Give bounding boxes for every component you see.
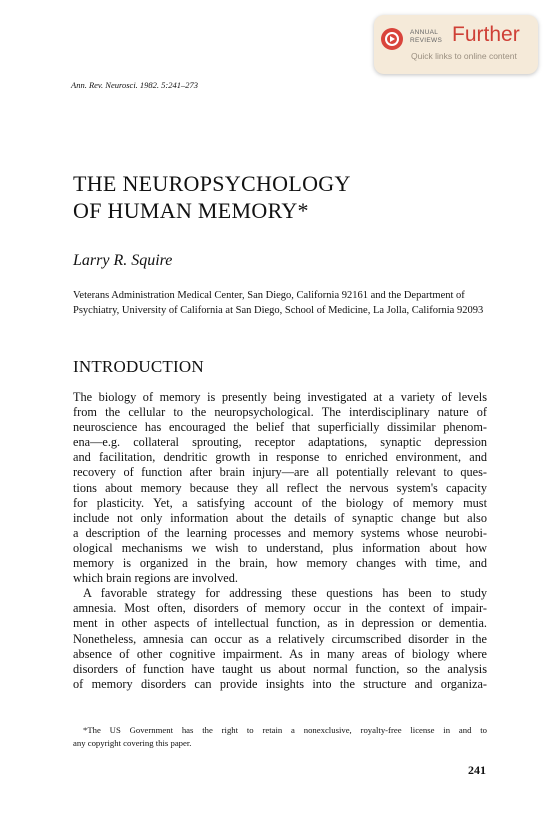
body-line: include not only information about the details of synaptic change but also [73, 510, 487, 525]
body-line: absence of other cognitive impairment. As in many areas of biology where [73, 646, 487, 661]
footnote-line: any copyright covering this paper. [73, 738, 192, 748]
journal-citation: Ann. Rev. Neurosci. 1982. 5:241–273 [71, 80, 199, 90]
banner-brand: Further [452, 23, 520, 46]
body-line: and facilitation, dendritic growth in response to enriched environment, and [73, 450, 487, 465]
author-affiliation: Veterans Administration Medical Center, San Diego, California 92161 and the Department of Psychiatry, University of California at San Diego, School of Medicine, La Jolla, California 92093 [73, 290, 484, 316]
body-line: of memory disorders can provide insights into the structure and organiza- [73, 676, 487, 691]
body-line: disorders of function have taught us about normal function, so the analysis [73, 661, 487, 676]
body-line: for plasticity. Yet, a satisfying account of the biology of memory must [73, 495, 487, 510]
body-line: from the cellular to the neuropsychological. The interdisciplinary nature of [73, 405, 487, 420]
banner-subtitle: Quick links to online content [411, 51, 517, 61]
section-heading: INTRODUCTION [73, 357, 204, 376]
footnote-line: *The US Government has the right to retain a nonexclusive, royalty-free license in and to [83, 725, 487, 735]
body-line: memory is organized in the brain, how memory changes with time, and [73, 556, 487, 571]
annual-reviews-logo-icon [381, 28, 403, 50]
body-text [73, 390, 487, 692]
body-line: amnesia. Most often, disorders of memory occur in the context of impair- [73, 601, 487, 616]
annual-reviews-further-banner[interactable] [374, 15, 538, 74]
page-number: 241 [468, 763, 486, 777]
body-line: recovery of function after brain injury—are all potentially relevant to ques- [73, 465, 487, 480]
body-line: A favorable strategy for addressing these questions has been to study [83, 586, 487, 601]
body-line: The biology of memory is presently being investigated at a variety of levels [73, 390, 487, 404]
body-line: ological mechanisms we wish to understand, plus information about how [73, 540, 487, 555]
body-line: tions about memory because they all reflect the nervous system's capacity [73, 480, 487, 495]
body-line: ena—e.g. collateral sprouting, receptor adaptations, synaptic depression [73, 435, 487, 450]
banner-annual-reviews-label: ANNUAL REVIEWS [410, 29, 443, 44]
body-line: which brain regions are involved. [73, 571, 238, 586]
body-line: Nonetheless, amnesia can occur as a relatively circumscribed disorder in the [73, 631, 487, 646]
author-name: Larry R. Squire [73, 252, 173, 269]
body-line: neuroscience has encouraged the belief that superficially dissimilar phenom- [73, 420, 487, 435]
body-line: ment in other aspects of intellectual function, as in depression or dementia. [73, 616, 487, 631]
article-title [73, 170, 351, 224]
footnote [73, 724, 487, 750]
title-line: THE NEUROPSYCHOLOGY [73, 171, 351, 196]
title-line: OF HUMAN MEMORY* [73, 198, 309, 223]
body-line: a description of the learning processes and memory systems whose neurobi- [73, 525, 487, 540]
